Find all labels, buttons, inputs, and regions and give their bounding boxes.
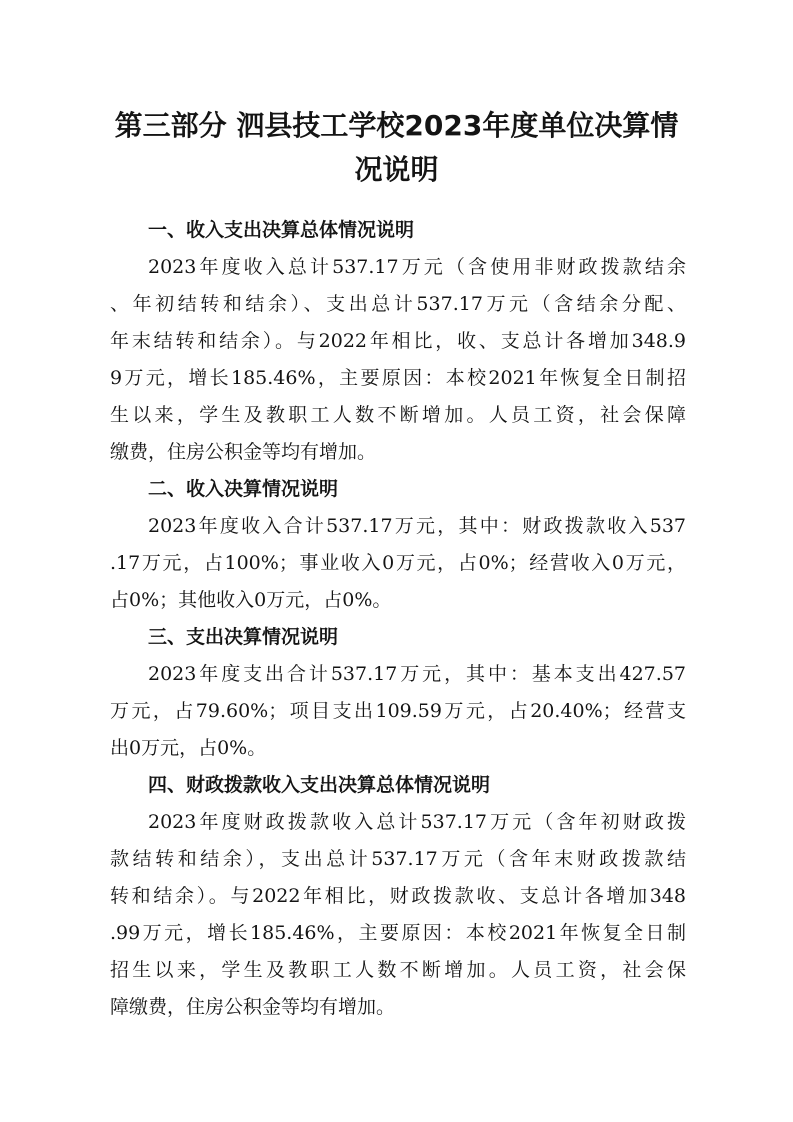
paragraph-line: 转和结余）。与2022年相比，财政拨款收、支总计各增加348 <box>110 885 686 907</box>
paragraph-line: 、年初结转和结余）、支出总计537.17万元（含结余分配、 <box>110 293 686 315</box>
paragraph-line: 出0万元，占0%。 <box>110 737 267 759</box>
paragraph-line: 占0%；其他收入0万元，占0%。 <box>110 589 392 611</box>
section-heading: 二、收入决算情况说明 <box>148 478 339 500</box>
section-income <box>110 471 686 619</box>
paragraph-line: 缴费，住房公积金等均有增加。 <box>110 441 377 463</box>
section-paragraph <box>110 656 686 767</box>
paragraph-line: 2023年度收入总计537.17万元（含使用非财政拨款结余 <box>148 256 686 278</box>
section-paragraph <box>110 508 686 619</box>
page-title <box>110 104 683 192</box>
paragraph-line: 招生以来，学生及教职工人数不断增加。人员工资，社会保 <box>110 959 686 981</box>
paragraph-line: 年末结转和结余）。与2022年相比，收、支总计各增加348.9 <box>110 330 686 352</box>
paragraph-line: 障缴费，住房公积金等均有增加。 <box>110 996 396 1018</box>
section-heading: 三、支出决算情况说明 <box>148 626 339 648</box>
paragraph-line: 2023年度支出合计537.17万元，其中：基本支出427.57 <box>148 663 686 685</box>
section-paragraph <box>110 804 686 1026</box>
section-expense <box>110 619 686 767</box>
paragraph-line: 生以来，学生及教职工人数不断增加。人员工资，社会保障 <box>110 404 686 426</box>
paragraph-line: 2023年度财政拨款收入总计537.17万元（含年初财政拨 <box>148 811 686 833</box>
paragraph-line: 款结转和结余），支出总计537.17万元（含年末财政拨款结 <box>110 848 686 870</box>
document-body <box>110 212 686 1026</box>
section-paragraph <box>110 249 686 471</box>
section-fiscal-appropriation-overview <box>110 767 686 1026</box>
page-title-line-1: 第三部分 泗县技工学校2023年度单位决算情 <box>114 109 679 142</box>
paragraph-line: 万元，占79.60%；项目支出109.59万元，占20.40%；经营支 <box>110 700 686 722</box>
section-heading: 四、财政拨款收入支出决算总体情况说明 <box>148 774 491 796</box>
section-heading: 一、收入支出决算总体情况说明 <box>148 219 415 241</box>
paragraph-line: .99万元，增长185.46%，主要原因：本校2021年恢复全日制 <box>110 922 686 944</box>
page-title-line-2: 况说明 <box>354 153 439 186</box>
section-income-expense-overview <box>110 212 686 471</box>
paragraph-line: 2023年度收入合计537.17万元，其中：财政拨款收入537 <box>148 515 686 537</box>
paragraph-line: 9万元，增长185.46%，主要原因：本校2021年恢复全日制招 <box>110 367 686 389</box>
paragraph-line: .17万元，占100%；事业收入0万元，占0%；经营收入0万元， <box>110 552 686 574</box>
